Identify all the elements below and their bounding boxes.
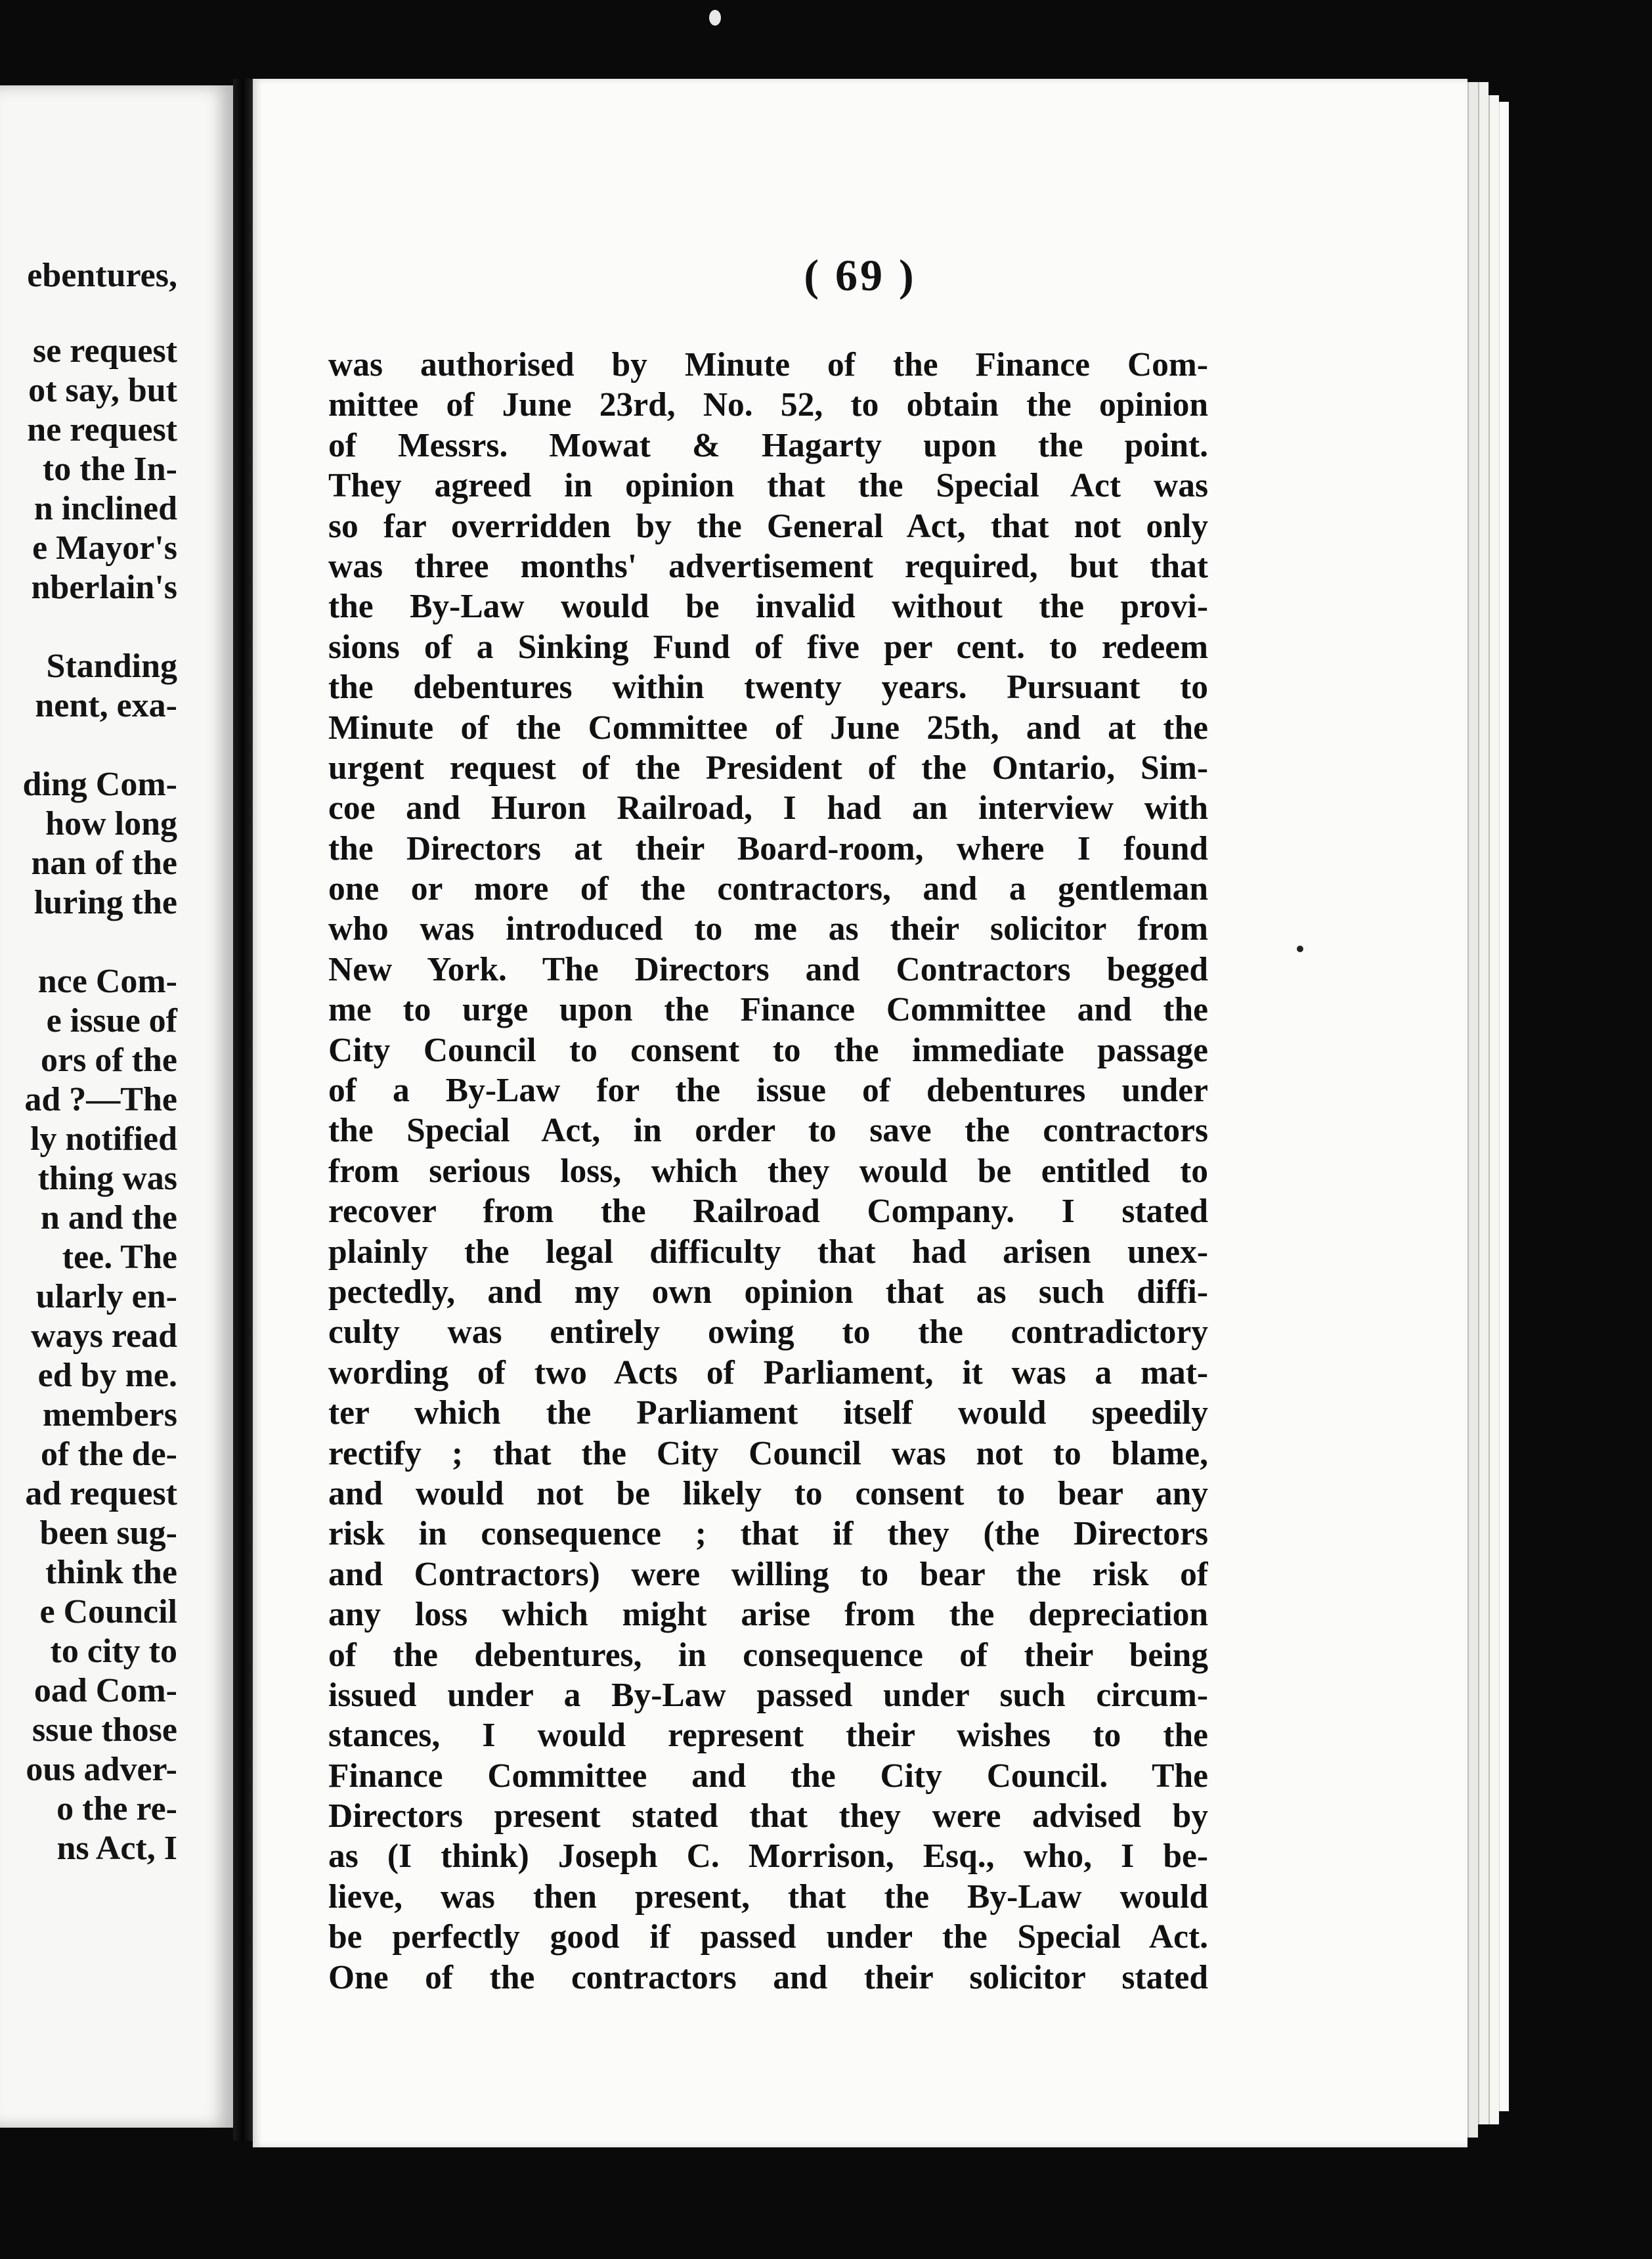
text-line: one or more of the contractors, and a gentleman <box>328 870 1208 908</box>
text-line: Minute of the Committee of June 25th, and at the <box>328 709 1208 747</box>
previous-page-line: ding Com- <box>22 766 177 803</box>
previous-page-line: to city to <box>50 1633 177 1670</box>
text-line: who was introduced to me as their solicitor from <box>328 910 1208 948</box>
text-line: the Special Act, in order to save the contractors <box>328 1112 1208 1150</box>
text-line: ter which the Parliament itself would speedily <box>328 1394 1208 1432</box>
text-line: was authorised by Minute of the Finance Com- <box>328 346 1208 384</box>
previous-page-line: o the re- <box>56 1790 177 1828</box>
previous-page-line: ways read <box>31 1317 177 1355</box>
text-line: of Messrs. Mowat & Hagarty upon the point. <box>328 426 1208 464</box>
text-line: of the debentures, in consequence of their being <box>328 1636 1208 1674</box>
previous-page-line: think the <box>45 1554 177 1591</box>
text-line: Directors present stated that they were advised by <box>328 1797 1208 1835</box>
previous-page-line: how long <box>45 805 177 843</box>
text-line: the By-Law would be invalid without the provi- <box>328 588 1208 626</box>
text-line: wording of two Acts of Parliament, it was a mat- <box>328 1353 1208 1392</box>
previous-page-line: nce Com- <box>37 963 177 1000</box>
previous-page-line: to the In- <box>42 450 177 488</box>
text-line: issued under a By-Law passed under such circum- <box>328 1676 1208 1714</box>
page-edge <box>1489 95 1499 2124</box>
text-line: lieve, was then present, that the By-Law would <box>328 1877 1208 1916</box>
page-edge <box>1499 102 1509 2111</box>
text-line: New York. The Directors and Contractors begged <box>328 950 1208 988</box>
previous-page-line: members <box>42 1396 177 1434</box>
previous-page-line: oad Com- <box>33 1672 177 1709</box>
previous-page-line: e Mayor's <box>32 529 177 567</box>
book-gutter <box>233 79 253 2141</box>
text-line: stances, I would represent their wishes to the <box>328 1717 1208 1755</box>
previous-page-line: ly notified <box>30 1120 177 1158</box>
previous-page-line: ebentures, <box>27 257 177 294</box>
text-line: risk in consequence ; that if they (the Directors <box>328 1515 1208 1553</box>
ink-speck <box>709 10 721 26</box>
text-line: pectedly, and my own opinion that as such diffi- <box>328 1273 1208 1311</box>
text-line: so far overridden by the General Act, that not only <box>328 507 1208 545</box>
text-line: urgent request of the President of the Ontario, Sim- <box>328 749 1208 787</box>
text-line: of a By-Law for the issue of debentures under <box>328 1072 1208 1110</box>
text-line: sions of a Sinking Fund of five per cent. to redeem <box>328 628 1208 666</box>
text-line: was three months' advertisement required, but that <box>328 547 1208 585</box>
text-line: rectify ; that the City Council was not to blame, <box>328 1434 1208 1472</box>
previous-page-line: n inclined <box>33 490 177 527</box>
ink-speck <box>1297 946 1303 952</box>
text-line: culty was entirely owing to the contradictory <box>328 1313 1208 1351</box>
text-line: City Council to consent to the immediate passage <box>328 1031 1208 1069</box>
previous-page-line: ne request <box>27 411 177 449</box>
previous-page-line: ous adver- <box>26 1751 177 1788</box>
previous-page-line: e issue of <box>46 1002 177 1040</box>
text-line: They agreed in opinion that the Special Act was <box>328 467 1208 505</box>
previous-page-line: ad ?—The <box>24 1081 177 1118</box>
current-page <box>253 79 1467 2147</box>
previous-page-line: been sug- <box>39 1514 177 1552</box>
previous-page-line: nent, exa- <box>35 687 177 724</box>
text-line: and Contractors) were willing to bear the risk of <box>328 1555 1208 1593</box>
previous-page-line: ns Act, I <box>56 1830 177 1867</box>
previous-page <box>0 85 233 2128</box>
previous-page-line: nberlain's <box>31 569 177 606</box>
previous-page-line: nan of the <box>31 844 177 882</box>
previous-page-line: e Council <box>39 1593 177 1631</box>
page-number: ( 69 ) <box>804 250 917 300</box>
previous-page-line: tee. The <box>62 1239 177 1276</box>
text-line: plainly the legal difficulty that had arisen unex- <box>328 1233 1208 1271</box>
page-edge <box>1478 82 1489 2124</box>
page-body-text <box>328 345 1208 1998</box>
previous-page-line: se request <box>32 332 177 370</box>
text-line: be perfectly good if passed under the Special Act. <box>328 1918 1208 1956</box>
previous-page-line: ularly en- <box>35 1278 177 1315</box>
text-line: One of the contractors and their solicitor stated <box>328 1958 1208 1996</box>
previous-page-line: ors of the <box>41 1042 177 1079</box>
previous-page-line: n and the <box>40 1199 177 1237</box>
previous-page-line: luring the <box>33 884 177 921</box>
previous-page-line: of the de- <box>41 1436 177 1473</box>
text-line: Finance Committee and the City Council. The <box>328 1757 1208 1795</box>
text-line: and would not be likely to consent to bear any <box>328 1474 1208 1512</box>
text-line: as (I think) Joseph C. Morrison, Esq., who, I be- <box>328 1837 1208 1875</box>
text-line: any loss which might arise from the depreciation <box>328 1596 1208 1634</box>
text-line: recover from the Railroad Company. I stated <box>328 1193 1208 1231</box>
text-line: the Directors at their Board-room, where I found <box>328 829 1208 867</box>
text-line: mittee of June 23rd, No. 52, to obtain the opinion <box>328 386 1208 424</box>
previous-page-line: ssue those <box>32 1711 177 1749</box>
text-line: me to urge upon the Finance Committee and the <box>328 991 1208 1029</box>
previous-page-line: ed by me. <box>37 1357 177 1394</box>
previous-page-line: thing was <box>37 1160 177 1197</box>
previous-page-line: Standing <box>46 647 177 685</box>
text-line: coe and Huron Railroad, I had an interview with <box>328 789 1208 827</box>
text-line: the debentures within twenty years. Pursuant to <box>328 669 1208 707</box>
text-line: from serious loss, which they would be entitled to <box>328 1152 1208 1190</box>
previous-page-line: ot say, but <box>28 372 177 409</box>
previous-page-line: ad request <box>25 1475 177 1512</box>
page-edge <box>1467 82 1478 2138</box>
